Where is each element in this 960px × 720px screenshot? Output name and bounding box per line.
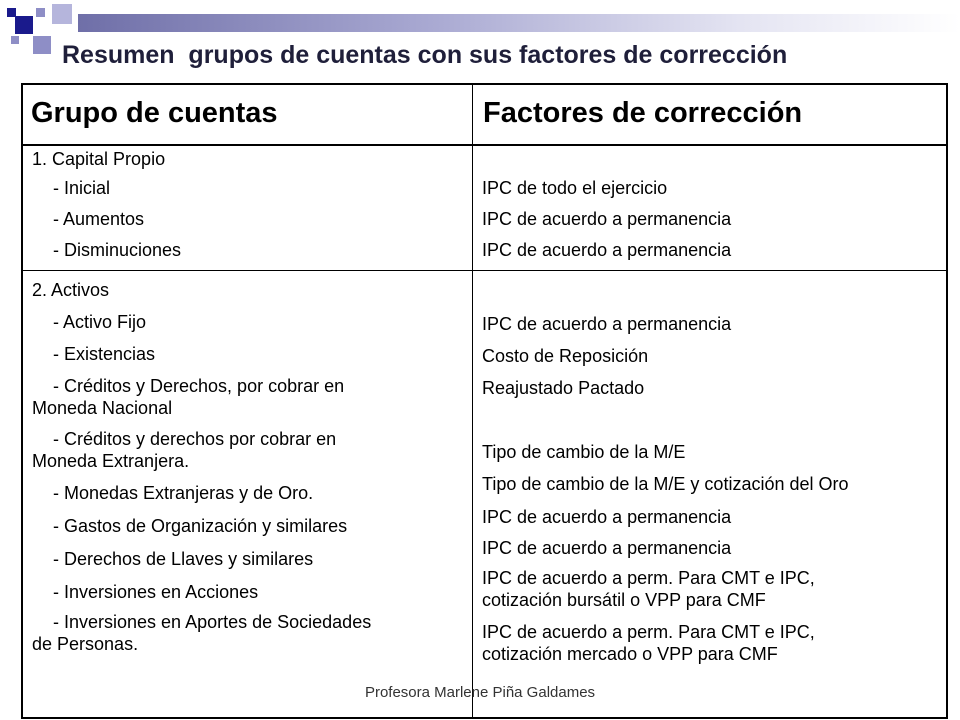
- account-item-cont: de Personas.: [32, 634, 139, 654]
- account-item: - Créditos y Derechos, por cobrar en: [53, 376, 345, 396]
- factor-item: IPC de acuerdo a perm. Para CMT e IPC,: [482, 622, 815, 642]
- account-item: - Créditos y derechos por cobrar en: [53, 429, 337, 449]
- group-title: 1. Capital Propio: [32, 149, 166, 169]
- factor-item: IPC de acuerdo a permanencia: [482, 507, 732, 527]
- account-item-cont: Moneda Extranjera.: [32, 451, 190, 471]
- deco-square: [15, 16, 33, 34]
- row-divider: [23, 270, 946, 271]
- corrections-table: [21, 83, 948, 719]
- deco-square: [36, 8, 45, 17]
- footer-author: Profesora Marlene Piña Galdames: [364, 684, 596, 701]
- factor-item: Costo de Reposición: [482, 346, 649, 366]
- factor-item: Reajustado Pactado: [482, 378, 645, 398]
- factor-item: Tipo de cambio de la M/E y cotización del Oro: [482, 474, 849, 494]
- factor-item: IPC de acuerdo a permanencia: [482, 314, 732, 334]
- account-item-cont: Moneda Nacional: [32, 398, 173, 418]
- header-bar: [78, 14, 960, 32]
- account-item: - Monedas Extranjeras y de Oro.: [53, 483, 314, 503]
- factor-item: IPC de acuerdo a perm. Para CMT e IPC,: [482, 568, 815, 588]
- factor-item-cont: cotización bursátil o VPP para CMF: [482, 590, 766, 610]
- group-title: 2. Activos: [32, 280, 110, 300]
- column-divider: [472, 85, 473, 717]
- header-grupo: Grupo de cuentas: [31, 97, 278, 129]
- factor-item: IPC de acuerdo a permanencia: [482, 240, 732, 260]
- slide-title: Resumen grupos de cuentas con sus factores de corrección: [62, 41, 788, 69]
- deco-square: [11, 36, 19, 44]
- account-item: - Inversiones en Acciones: [53, 582, 259, 602]
- group-capital-propio: [32, 146, 181, 270]
- group-activos: [32, 279, 462, 655]
- account-item: - Derechos de Llaves y similares: [53, 549, 314, 569]
- factor-item: Tipo de cambio de la M/E: [482, 442, 686, 462]
- deco-square: [52, 4, 72, 24]
- deco-square: [33, 36, 51, 54]
- factor-item-cont: cotización mercado o VPP para CMF: [482, 644, 778, 664]
- factors-capital-propio: [482, 177, 731, 270]
- factor-item: IPC de acuerdo a permanencia: [482, 209, 732, 229]
- account-item: - Inversiones en Aportes de Sociedades: [53, 612, 372, 632]
- account-item: - Gastos de Organización y similares: [53, 516, 348, 536]
- account-item: - Activo Fijo: [53, 312, 147, 332]
- header-factores: Factores de corrección: [483, 97, 803, 129]
- factor-item: IPC de todo el ejercicio: [482, 178, 668, 198]
- factors-activos: [482, 313, 942, 665]
- account-item: - Disminuciones: [53, 240, 182, 260]
- account-item: - Existencias: [53, 344, 156, 364]
- account-item: - Inicial: [53, 178, 111, 198]
- account-item: - Aumentos: [53, 209, 145, 229]
- factor-item: IPC de acuerdo a permanencia: [482, 538, 732, 558]
